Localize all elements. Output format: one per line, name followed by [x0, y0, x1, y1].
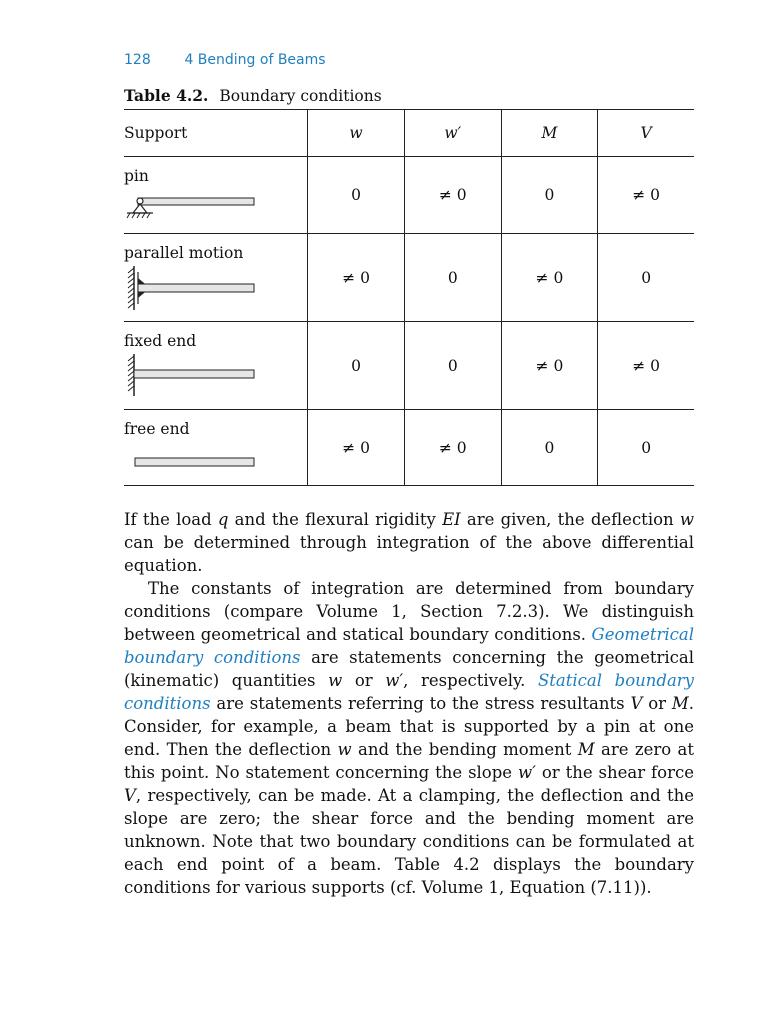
column-header-support: Support	[124, 124, 188, 142]
math-w: w	[337, 740, 352, 759]
table-label: Table 4.2.	[124, 86, 209, 105]
math-V: V	[124, 786, 136, 805]
text-run: If the load	[124, 510, 218, 529]
support-cell	[124, 234, 308, 322]
value-M: 0	[501, 410, 598, 486]
text-run: can be determined through integration of the above differential equation.	[124, 533, 694, 575]
value-w: 0	[308, 322, 405, 410]
page-number: 128	[124, 52, 151, 68]
paragraph-1	[124, 508, 694, 577]
column-header-M: M	[501, 110, 598, 157]
text-run: are statements referring to the stress resultants	[210, 694, 631, 713]
math-w: w	[679, 510, 694, 529]
column-header-V: V	[598, 110, 694, 157]
term-geometrical-boundary-conditions: Geometrical boundary conditions	[124, 625, 694, 667]
paragraph-2	[124, 577, 694, 899]
text-run: or the shear force	[535, 763, 694, 782]
math-M: M	[577, 740, 595, 759]
math-M: M	[671, 694, 689, 713]
math-V: V	[630, 694, 643, 713]
value-w-prime: 0	[404, 322, 501, 410]
value-M: ≠ 0	[501, 234, 598, 322]
text-run: are statements concerning the geometrical (kinematic) quantities	[124, 648, 694, 690]
text-run: and the bending moment	[351, 740, 578, 759]
value-V: 0	[598, 234, 694, 322]
value-V: 0	[598, 410, 694, 486]
value-w: ≠ 0	[308, 410, 405, 486]
text-run: The constants of integration are determined from boundary conditions (compare Volume 1, Section 7.2.3). We distinguish between geometrical and statical boundary conditions.	[124, 579, 694, 644]
value-w-prime: ≠ 0	[404, 410, 501, 486]
text-run: . Consider, for example, a beam that is supported by a pin at one end. Then the deflection	[124, 694, 694, 759]
value-w-prime: ≠ 0	[404, 157, 501, 234]
running-head	[124, 52, 326, 68]
text-run: or	[642, 694, 672, 713]
value-M: ≠ 0	[501, 322, 598, 410]
value-w: ≠ 0	[308, 234, 405, 322]
value-w-prime: 0	[404, 234, 501, 322]
value-V: ≠ 0	[598, 322, 694, 410]
text-run: are given, the deflection	[460, 510, 680, 529]
boundary-conditions-table	[124, 109, 694, 486]
table-row-parallel-motion	[124, 234, 694, 322]
column-header-w-prime: w′	[404, 110, 501, 157]
support-cell	[124, 157, 308, 234]
text-run: and the flexural rigidity	[228, 510, 443, 529]
table-row-free-end	[124, 410, 694, 486]
support-name: free end	[124, 420, 190, 438]
support-name: parallel motion	[124, 244, 244, 262]
text-run: , respectively, can be made. At a clamping, the deflection and the slope are zero; the shear force and the bending moment are unknown. Note that two boundary conditions can be formulated at each end point of a beam. Table 4.2 displays the boundary conditions for various supports (cf. Volume 1, Equation (7.11)).	[124, 786, 694, 897]
text-run: or	[342, 671, 386, 690]
term-statical-boundary-conditions: Statical boundary conditions	[124, 671, 694, 713]
math-w-prime: w′	[385, 671, 404, 690]
table-row-fixed-end	[124, 322, 694, 410]
table-row-pin	[124, 157, 694, 234]
support-cell	[124, 410, 308, 486]
parallel-motion-support-diagram	[124, 262, 264, 314]
fixed-end-support-diagram	[124, 350, 264, 402]
table-title: Boundary conditions	[219, 87, 382, 105]
body-text	[124, 508, 694, 899]
text-run: , respectively.	[403, 671, 538, 690]
chapter-title: 4 Bending of Beams	[184, 52, 326, 68]
value-V: ≠ 0	[598, 157, 694, 234]
table-header-row	[124, 110, 694, 157]
pin-support-diagram	[124, 185, 264, 225]
support-name: pin	[124, 167, 149, 185]
math-EI: EI	[442, 510, 461, 529]
support-cell	[124, 322, 308, 410]
math-w: w	[328, 671, 343, 690]
value-M: 0	[501, 157, 598, 234]
text-run: are zero at this point. No statement concerning the slope	[124, 740, 694, 782]
free-end-support-diagram	[124, 438, 264, 478]
math-q: q	[217, 510, 229, 529]
column-header-w: w	[308, 110, 405, 157]
math-w-prime: w′	[518, 763, 536, 782]
value-w: 0	[308, 157, 405, 234]
table-caption	[124, 86, 382, 105]
support-name: fixed end	[124, 332, 197, 350]
